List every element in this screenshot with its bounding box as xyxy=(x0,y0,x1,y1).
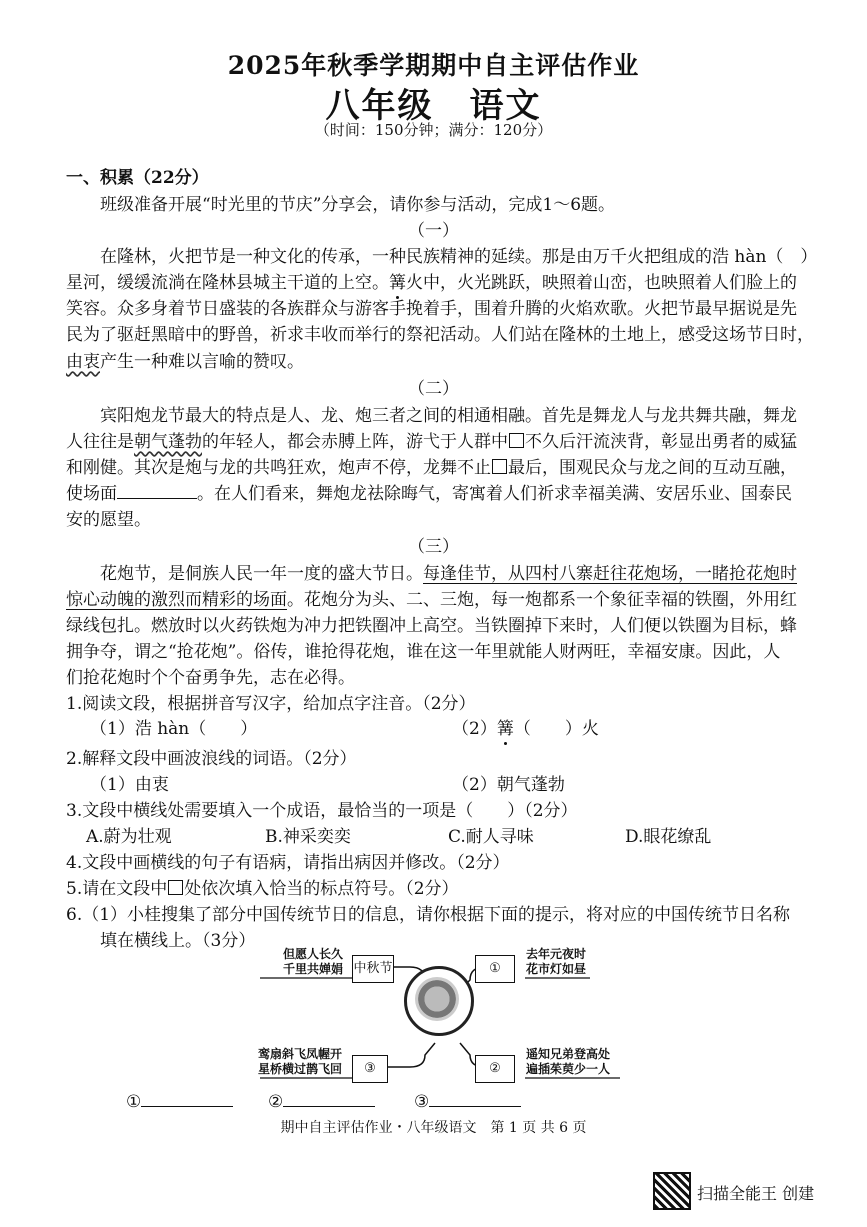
answer-label: ② xyxy=(268,1092,284,1112)
text-span: 星河，缓缓流淌在隆林县城主干道的上空。 xyxy=(66,273,389,293)
scanner-watermark: 扫描全能王 创建 xyxy=(697,1184,815,1203)
answer-label: ③ xyxy=(414,1092,430,1112)
punctuation-box xyxy=(168,880,183,895)
text-span: 和刚健。其次是炮与龙的共鸣狂欢，炮声不停，龙舞不止 xyxy=(66,458,491,478)
poem-bottom-right xyxy=(526,1047,610,1077)
passage-number-2: （二） xyxy=(408,379,459,399)
text-span: 5.请在文段中 xyxy=(66,879,168,899)
question-2: 2.解释文段中画波浪线的词语。（2分） xyxy=(66,749,357,769)
passage-line xyxy=(66,585,797,610)
festival-box-3: ③ xyxy=(352,1055,388,1083)
text-span: （2） xyxy=(452,719,497,739)
text-span: 处依次填入恰当的标点符号。（2分） xyxy=(184,879,459,899)
poem-top-right xyxy=(526,947,586,977)
poem-line: 花市灯如昼 xyxy=(526,962,587,976)
text-span: 。在人们看来，舞炮龙祛除晦气，寄寓着人们祈求幸福美满、安居乐业、国泰民 xyxy=(197,484,792,504)
punctuation-box xyxy=(509,433,524,448)
wavy-underlined-word: 由衷 xyxy=(66,352,100,372)
poem-line: 星桥横过鹊飞回 xyxy=(258,1062,343,1076)
fill-blank[interactable] xyxy=(141,1092,233,1107)
text-span: 人往往是 xyxy=(66,432,134,452)
section-heading: 一、积累（22分） xyxy=(66,168,209,188)
question-1: 1.阅读文段，根据拼音写汉字，给加点字注音。（2分） xyxy=(66,694,476,714)
question-6: 6.（1）小桂搜集了部分中国传统节日的信息，请你根据下面的提示，将对应的中国传统节日名称 xyxy=(66,905,791,925)
passage-line: 拥争夺，谓之“抢花炮”。俗传，谁抢得花炮，谁在这一年里就能人财两旺，幸福安康。因此，人 xyxy=(66,642,781,662)
passage-line: 笑容。众多身着节日盛装的各族群众与游客手挽着手，围着升腾的火焰欢歌。火把节最早据说是先 xyxy=(66,299,797,319)
text-span: 最后，围观民众与龙之间的互动互融， xyxy=(508,458,797,478)
text-span: 花炮节，是侗族人民一年一度的盛大节日。 xyxy=(100,564,423,584)
question-2-part-1[interactable]: （1）由衷 xyxy=(90,775,169,795)
section-intro: 班级准备开展“时光里的节庆”分享会，请你参与活动，完成1～6题。 xyxy=(100,195,616,215)
passage-line: 在隆林，火把节是一种文化的传承，一种民族精神的延续。那是由万千火把组成的浩 hàn（ ） xyxy=(100,247,818,267)
passage-line: 宾阳炮龙节最大的特点是人、龙、炮三者之间的相通相融。首先是舞龙人与龙共舞共融，舞龙 xyxy=(100,406,797,426)
exam-time-info: （时间：150分钟；满分：120分） xyxy=(314,121,553,139)
page-footer: 期中自主评估作业・八年级语文 第 1 页 共 6 页 xyxy=(280,1120,587,1136)
poem-line: 去年元夜时 xyxy=(526,947,587,961)
text-span: 不久后汗流浃背，彰显出勇者的威猛 xyxy=(525,432,797,452)
qr-code-icon xyxy=(653,1172,691,1210)
question-2-part-2[interactable]: （2）朝气蓬勃 xyxy=(452,775,565,795)
text-span: 的年轻人，都会赤膊上阵，游弋于人群中 xyxy=(202,432,508,452)
underlined-sentence: 每逢佳节，从四村八寨赶往花炮场，一睹抢花炮时 xyxy=(423,564,797,584)
passage-line xyxy=(66,347,304,372)
text-span: 火中，火光跳跃，映照着山峦，也映照着人们脸上的 xyxy=(406,273,797,293)
text-span: 。花炮分为头、二、三炮，每一炮都系一个象征幸福的铁圈，外用红 xyxy=(287,590,797,610)
passage-line xyxy=(66,427,797,452)
passage-line xyxy=(100,559,797,584)
festival-box-mid-autumn: 中秋节 xyxy=(352,955,394,983)
festival-box-1: ① xyxy=(475,955,515,983)
fill-blank[interactable] xyxy=(117,484,197,499)
passage-line: 民为了驱赶黑暗中的野兽，祈求丰收而举行的祭祀活动。人们站在隆林的土地上，感受这场节日时， xyxy=(66,325,814,345)
text-span: 产生一种难以言喻的赞叹。 xyxy=(100,352,304,372)
passage-line: 绿线包扎。燃放时以火药铁炮为冲力把铁圈冲上高空。当铁圈掉下来时，人们便以铁圈为目标，蜂 xyxy=(66,616,797,636)
text-span: 使场面 xyxy=(66,484,117,504)
passage-line: 安的愿望。 xyxy=(66,510,151,530)
question-5 xyxy=(66,874,459,899)
answer-blank-2[interactable] xyxy=(268,1092,375,1112)
passage-number-1: （一） xyxy=(408,221,459,241)
text-span: （ ）火 xyxy=(513,719,599,739)
dotted-char: 篝 xyxy=(496,719,514,739)
poem-line: 遥知兄弟登高处 xyxy=(526,1047,611,1061)
option-c[interactable]: C.耐人寻味 xyxy=(448,827,534,847)
fill-blank[interactable] xyxy=(429,1092,521,1107)
question-3: 3.文段中横线处需要填入一个成语，最恰当的一项是（ ）（2分） xyxy=(66,801,578,821)
punctuation-box xyxy=(492,459,507,474)
passage-line xyxy=(66,453,797,478)
question-1-part-2[interactable] xyxy=(452,714,599,739)
passage-line xyxy=(66,479,792,504)
passage-number-3: （三） xyxy=(408,537,459,557)
poem-line: 鸾扇斜飞凤幄开 xyxy=(258,1047,343,1061)
answer-blank-3[interactable] xyxy=(414,1092,521,1112)
poem-bottom-left xyxy=(258,1047,342,1077)
poem-top-left xyxy=(283,947,343,977)
option-d[interactable]: D.眼花缭乱 xyxy=(625,827,712,847)
passage-line xyxy=(66,268,797,293)
exam-subject: 八年级 语文 xyxy=(325,86,542,126)
underlined-sentence: 惊心动魄的激烈而精彩的场面 xyxy=(66,590,287,610)
answer-blank-1[interactable] xyxy=(126,1092,233,1112)
option-a[interactable]: A.蔚为壮观 xyxy=(86,827,172,847)
poem-line: 遍插茱萸少一人 xyxy=(526,1062,611,1076)
fill-blank[interactable] xyxy=(283,1092,375,1107)
dotted-char: 篝 xyxy=(389,273,406,293)
dragon-emblem-icon xyxy=(404,966,474,1036)
wavy-underlined-word: 朝气蓬勃 xyxy=(134,432,202,452)
poem-line: 千里共婵娟 xyxy=(283,962,344,976)
exam-title: 2025年秋季学期期中自主评估作业 xyxy=(227,51,640,80)
option-b[interactable]: B.神采奕奕 xyxy=(265,827,351,847)
poem-line: 但愿人长久 xyxy=(283,947,344,961)
question-6-cont: 填在横线上。（3分） xyxy=(100,931,256,951)
question-4: 4.文段中画横线的句子有语病，请指出病因并修改。（2分） xyxy=(66,853,510,873)
passage-line: 们抢花炮时个个奋勇争先，志在必得。 xyxy=(66,668,355,688)
answer-label: ① xyxy=(126,1092,142,1112)
question-1-part-1[interactable]: （1）浩 hàn（ ） xyxy=(90,719,258,739)
festival-box-2: ② xyxy=(475,1055,515,1083)
